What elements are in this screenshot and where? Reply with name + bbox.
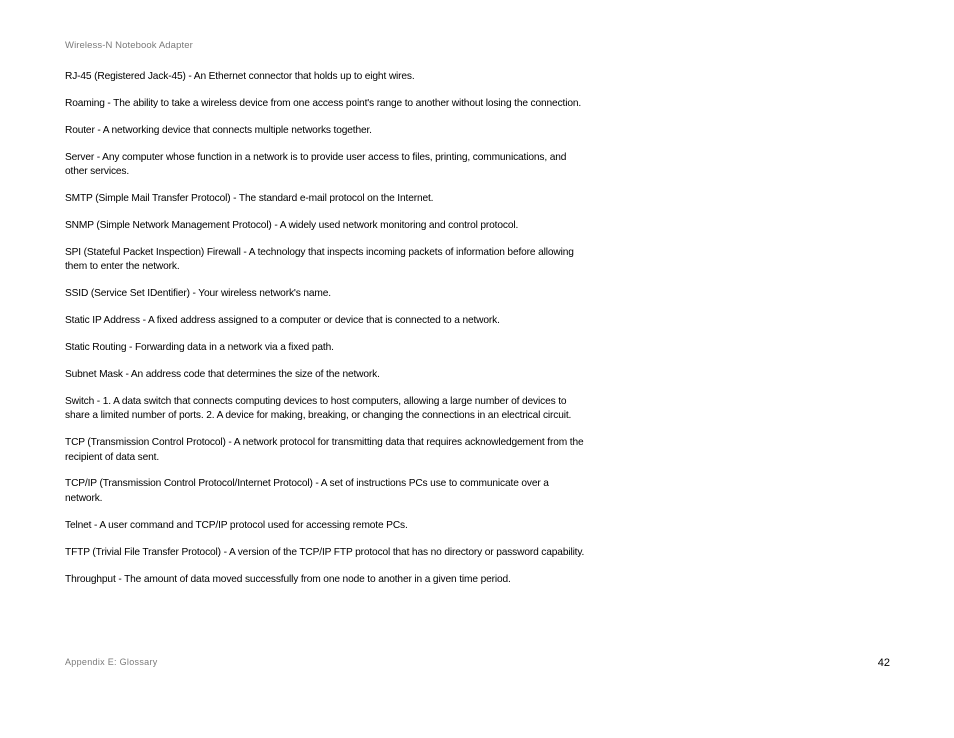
glossary-entry-snmp: SNMP (Simple Network Management Protocol) - A widely used network monitoring and control protocol.	[65, 218, 519, 231]
glossary-entry-static-routing: Static Routing - Forwarding data in a network via a fixed path.	[65, 340, 334, 353]
glossary-entry-roaming: Roaming - The ability to take a wireless device from one access point's range to another without losing the connection.	[65, 96, 582, 109]
glossary-entry-tftp: TFTP (Trivial File Transfer Protocol) - A version of the TCP/IP FTP protocol that has no directory or password capability.	[65, 545, 585, 558]
glossary-entry-ssid: SSID (Service Set IDentifier) - Your wireless network's name.	[65, 287, 331, 300]
glossary-entry-static-ip: Static IP Address - A fixed address assigned to a computer or device that is connected to a network.	[65, 314, 500, 327]
glossary-entry-smtp: SMTP (Simple Mail Transfer Protocol) - The standard e-mail protocol on the Internet.	[65, 192, 434, 205]
glossary-entry-server: Server - Any computer whose function in a network is to provide user access to files, printing, communications, and other services.	[65, 150, 567, 178]
glossary-entry-switch: Switch - 1. A data switch that connects computing devices to host computers, allowing a large number of devices to share a limited number of ports. 2. A device for making, breaking, or changing the connections in an electrical circuit.	[65, 394, 572, 422]
glossary-entry-telnet: Telnet - A user command and TCP/IP protocol used for accessing remote PCs.	[65, 518, 408, 531]
glossary-list	[65, 69, 590, 598]
footer-section-title: Appendix E: Glossary	[65, 657, 158, 667]
glossary-entry-tcp-ip: TCP/IP (Transmission Control Protocol/Internet Protocol) - A set of instructions PCs use to communicate over a network.	[65, 477, 549, 504]
glossary-entry-tcp: TCP (Transmission Control Protocol) - A network protocol for transmitting data that requires acknowledgement from the recipient of data sent.	[65, 436, 584, 463]
page-number: 42	[877, 657, 890, 669]
glossary-entry-subnet-mask: Subnet Mask - An address code that determines the size of the network.	[65, 367, 380, 380]
document-header: Wireless-N Notebook Adapter	[65, 40, 193, 51]
glossary-entry-throughput: Throughput - The amount of data moved successfully from one node to another in a given time period.	[65, 572, 511, 585]
glossary-entry-spi: SPI (Stateful Packet Inspection) Firewall - A technology that inspects incoming packets of information before allowing them to enter the network.	[65, 245, 574, 273]
glossary-entry-router: Router - A networking device that connects multiple networks together.	[65, 123, 372, 136]
glossary-entry-rj45: RJ-45 (Registered Jack-45) - An Ethernet connector that holds up to eight wires.	[65, 70, 415, 82]
